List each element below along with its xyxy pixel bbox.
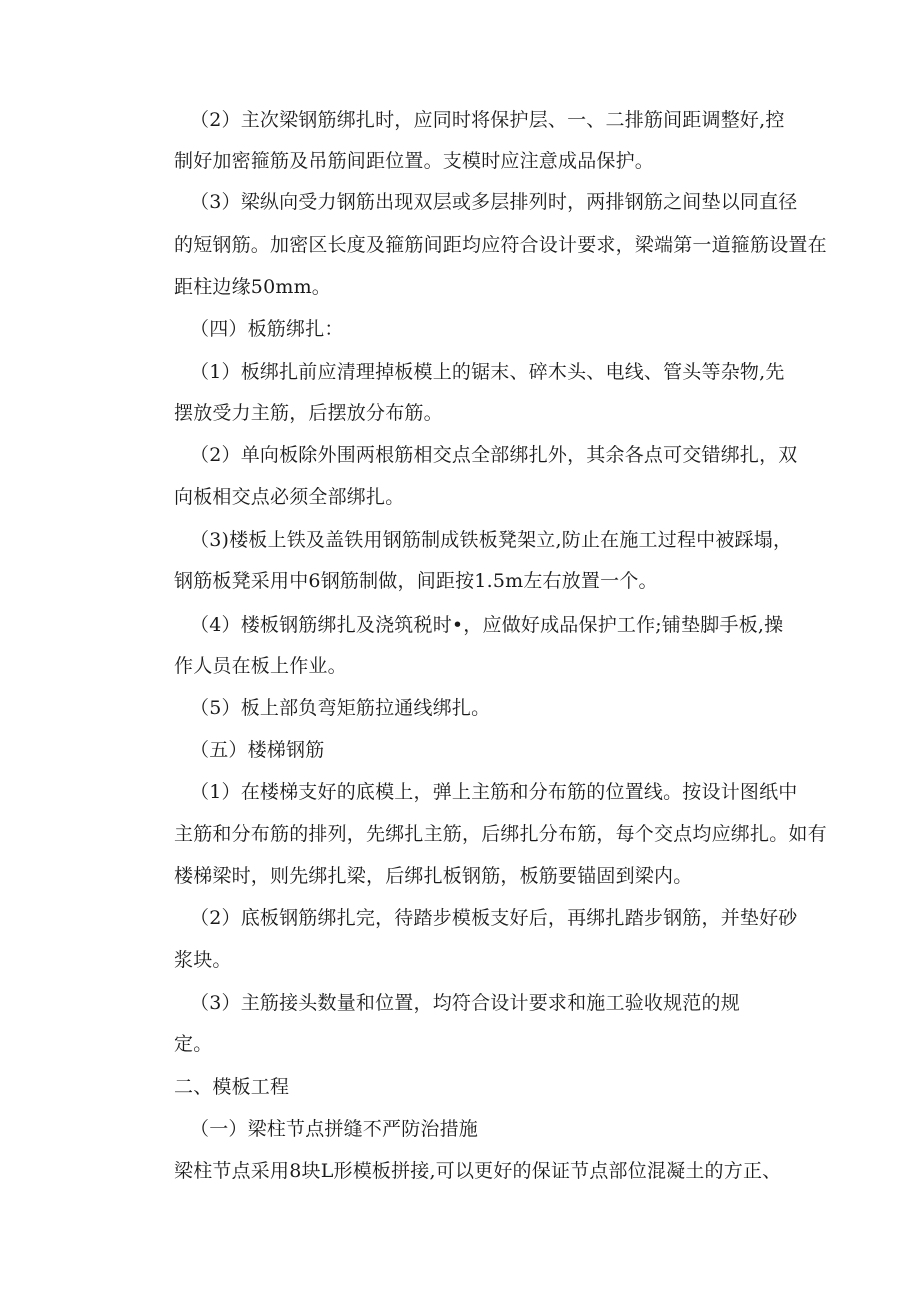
paragraph-line: （1）在楼梯支好的底模上，弹上主筋和分布筋的位置线。按设计图纸中 [190, 781, 798, 803]
paragraph-line: 摆放受力主筋，后摆放分布筋。 [174, 402, 443, 424]
section-heading: （一）梁柱节点拼缝不严防治措施 [190, 1118, 479, 1140]
paragraph-line: 距柱边缘50mm。 [174, 276, 332, 298]
paragraph-line: 向板相交点必须全部绑扎。 [174, 486, 405, 508]
paragraph-line: （2）底板钢筋绑扎完，待踏步模板支好后，再绑扎踏步钢筋，并垫好砂 [190, 907, 798, 929]
chapter-heading: 二、模板工程 [174, 1076, 290, 1098]
paragraph-line: （3）梁纵向受力钢筋出现双层或多层排列时，两排钢筋之间垫以同直径 [190, 191, 798, 213]
paragraph-line: （1）板绑扎前应清理掉板模上的锯末、碎木头、电线、管头等杂物,先 [190, 361, 785, 383]
section-heading: （五）楼梯钢筋 [190, 739, 325, 761]
paragraph-line: （3)楼板上铁及盖铁用钢筋制成铁板凳架立,防止在施工过程中被踩塌， [190, 529, 793, 551]
paragraph-line: 主筋和分布筋的排列，先绑扎主筋，后绑扎分布筋，每个交点均应绑扎。如有 [174, 823, 827, 845]
paragraph-line: 制好加密箍筋及吊筋间距位置。支模时应注意成品保护。 [174, 150, 655, 172]
paragraph-line: （2）单向板除外围两根筋相交点全部绑扎外，其余各点可交错绑扎，双 [190, 444, 798, 466]
paragraph-line: 定。 [174, 1033, 213, 1055]
paragraph-line: （2）主次梁钢筋绑扎时，应同时将保护层、一、二排筋间距调整好,控 [190, 109, 785, 131]
paragraph-line: （5）板上部负弯矩筋拉通线绑扎。 [190, 697, 491, 719]
paragraph-line: 钢筋板凳采用中6钢筋制做，间距按1.5m左右放置一个。 [174, 570, 658, 592]
paragraph-line: （3）主筋接头数量和位置，均符合设计要求和施工验收规范的规 [190, 992, 740, 1014]
section-heading: （四）板筋绑扎： [190, 318, 344, 340]
paragraph-line: 楼梯梁时，则先绑扎梁，后绑扎板钢筋，板筋要锚固到梁内。 [174, 865, 693, 887]
paragraph-line: （4）楼板钢筋绑扎及浇筑税时•，应做好成品保护工作;铺垫脚手板,操 [190, 614, 784, 636]
paragraph-line: 梁柱节点采用8块L形模板拼接,可以更好的保证节点部位混凝土的方正、 [174, 1160, 782, 1182]
paragraph-line: 的短钢筋。加密区长度及箍筋间距均应符合设计要求，梁端第一道箍筋设置在 [174, 234, 827, 256]
paragraph-line: 作人员在板上作业。 [174, 655, 347, 677]
paragraph-line: 浆块。 [174, 949, 232, 971]
